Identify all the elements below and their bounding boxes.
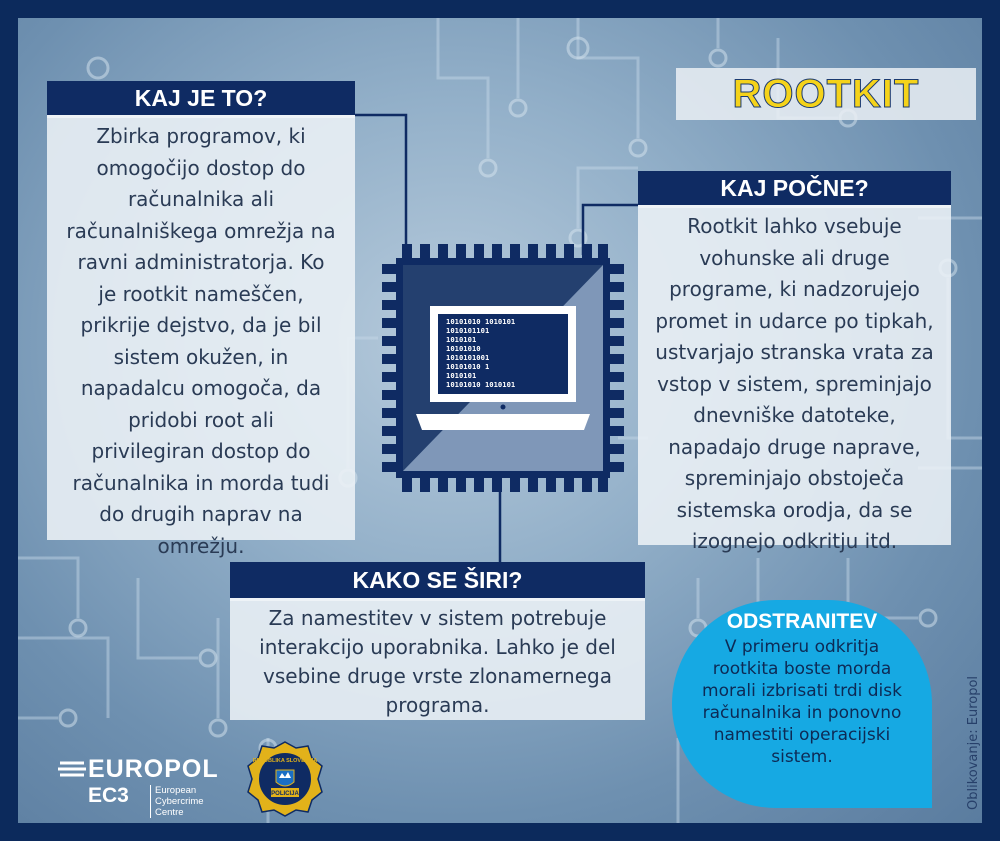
- does-line: Rootkit lahko vsebuje: [687, 214, 902, 238]
- what-panel: [47, 115, 355, 558]
- svg-text:1010101: 1010101: [446, 335, 477, 344]
- what-line: računalnika ali: [127, 187, 275, 211]
- does-line: izognejo odkritju itd.: [691, 529, 898, 553]
- does-line: napadajo druge naprave,: [668, 434, 921, 459]
- what-heading: KAJ JE TO?: [47, 81, 355, 118]
- svg-text:1010101001: 1010101001: [446, 353, 490, 362]
- removal-text: [686, 636, 918, 768]
- svg-text:1010101: 1010101: [446, 371, 477, 380]
- removal-line: namestiti operacijski: [713, 725, 891, 745]
- what-line: omrežju.: [157, 533, 245, 558]
- does-line: dnevniške datoteke,: [693, 403, 896, 427]
- page-title: ROOTKIT: [732, 71, 920, 116]
- spread-panel: [230, 598, 645, 720]
- ec3-subtitle: [150, 785, 238, 818]
- what-line: računalnika in morda tudi: [72, 470, 330, 495]
- does-line: programe, ki nadzorujejo: [669, 277, 920, 301]
- removal-line: rootkita boste morda: [712, 659, 892, 679]
- svg-text:POLICIJA: POLICIJA: [271, 791, 299, 797]
- does-line: vstop v sistem, spreminjajo: [657, 371, 932, 396]
- svg-text:REPUBLIKA SLOVENIJA: REPUBLIKA SLOVENIJA: [252, 758, 318, 764]
- what-line: do drugih naprav na: [99, 502, 303, 526]
- does-line: sistemska orodja, da se: [676, 497, 913, 522]
- does-line: spreminjajo obstoječa: [684, 466, 905, 490]
- chip-icon: [382, 244, 624, 492]
- what-line: napadalcu omogoča, da: [80, 376, 322, 400]
- does-line: promet in udarce po tipkah,: [655, 308, 934, 333]
- title-box: [676, 68, 976, 120]
- svg-text:1010101101: 1010101101: [446, 326, 490, 335]
- what-line: je rootkit nameščen,: [98, 281, 304, 306]
- spread-line: vsebine druge vrste zlonamernega: [263, 664, 612, 688]
- what-line: privilegiran dostop do: [91, 439, 311, 463]
- ec3-subtitle-line1: European Cybercrime: [155, 785, 204, 807]
- removal-line: računalnika in ponovno: [702, 703, 902, 723]
- ec3-label: EC3: [88, 784, 129, 807]
- svg-text:10101010 1010101: 10101010 1010101: [446, 380, 516, 389]
- svg-text:10101010 1: 10101010 1: [446, 362, 490, 371]
- what-line: pridobi root ali: [128, 407, 274, 432]
- what-line: sistem okužen, in: [113, 344, 289, 369]
- removal-line: morali izbrisati trdi disk: [702, 681, 902, 701]
- design-credit: [950, 640, 981, 810]
- does-line: vohunske ali druge: [699, 245, 890, 270]
- removal-bubble: [672, 600, 932, 808]
- design-credit-text: Oblikovanje: Europol: [966, 675, 981, 810]
- spread-line: programa.: [385, 693, 490, 717]
- spread-line: interakcijo uporabnika. Lahko je del: [259, 635, 616, 659]
- ec3-subtitle-line2: Centre: [155, 807, 184, 818]
- europol-logo: [58, 755, 238, 817]
- removal-line: V primeru odkritja: [724, 637, 880, 657]
- what-line: ravni administratorja. Ko: [77, 250, 325, 274]
- europol-globe-icon: [58, 755, 86, 783]
- svg-text:10101010 1010101: 10101010 1010101: [446, 317, 516, 326]
- what-line: prikrije dejstvo, da je bil: [80, 313, 322, 337]
- what-line: Zbirka programov, ki: [96, 124, 306, 148]
- spread-heading: KAKO SE ŠIRI?: [230, 562, 645, 601]
- removal-heading: ODSTRANITEV: [726, 610, 878, 633]
- svg-text:10101010: 10101010: [446, 344, 481, 353]
- europol-name: EUROPOL: [88, 755, 219, 783]
- police-badge-icon: [246, 740, 324, 818]
- what-line: omogočijo dostop do: [96, 155, 306, 180]
- does-line: ustvarjajo stranska vrata za: [655, 340, 934, 364]
- removal-line: sistem.: [771, 747, 833, 767]
- does-heading: KAJ POČNE?: [638, 171, 951, 208]
- what-line: računalniškega omrežja na: [66, 218, 336, 243]
- does-panel: [638, 205, 951, 553]
- spread-line: Za namestitev v sistem potrebuje: [268, 606, 607, 630]
